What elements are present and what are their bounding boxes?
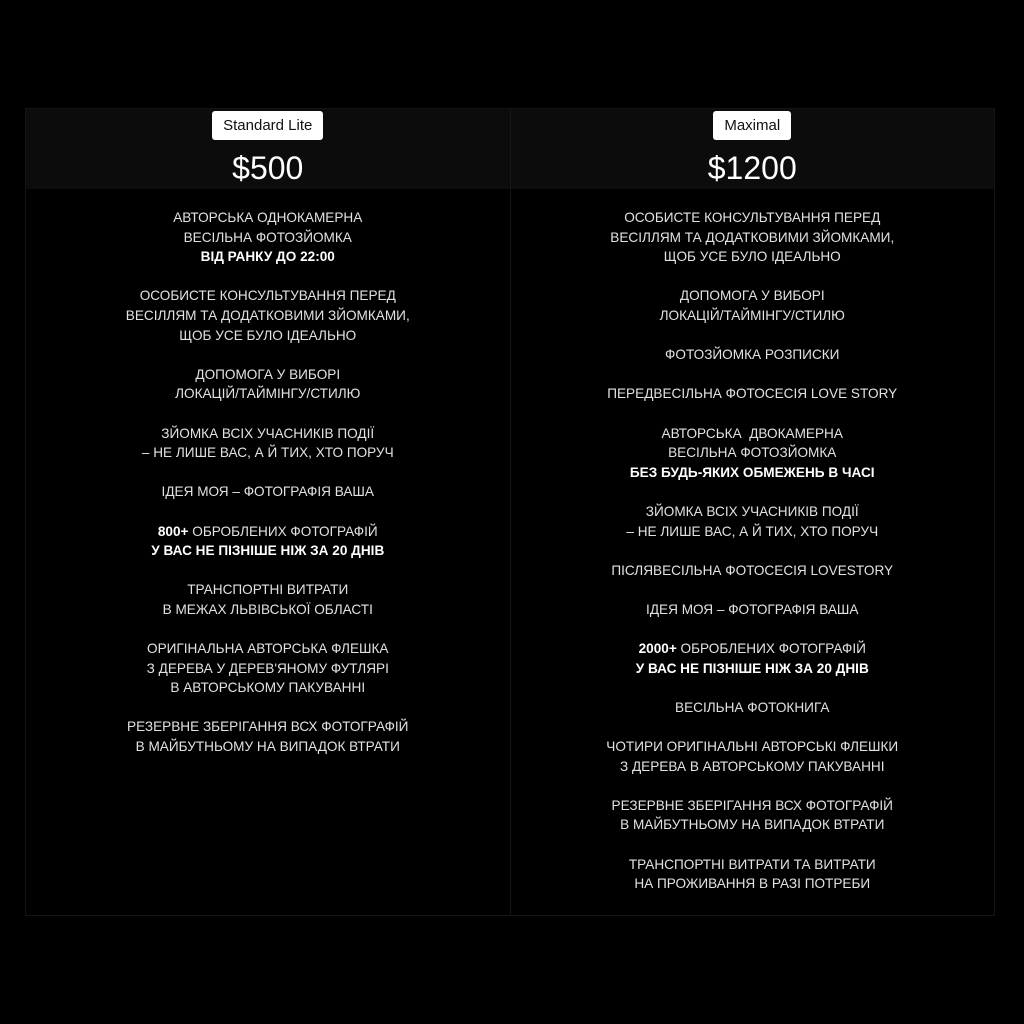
feature-line [151,541,384,561]
pricing-table [25,108,995,916]
feature-text: З ДЕРЕВА У ДЕРЕВ'ЯНОМУ ФУТЛЯРІ [146,660,389,676]
feature-line [612,796,893,816]
feature-item [660,286,845,325]
feature-text: АВТОРСЬКА ДВОКАМЕРНА [661,425,843,441]
feature-item [610,208,894,267]
feature-item [646,600,858,620]
feature-line [626,522,878,542]
feature-text: ВЕСІЛЬНА ФОТОЗЙОМКА [668,445,837,461]
feature-text: ВЕСІЛЛЯМ ТА ДОДАТКОВИМИ ЗЙОМКАМИ, [125,307,410,323]
feature-highlight: У ВАС НЕ ПІЗНІШЕ НІЖ ЗА 20 ДНІВ [151,543,385,559]
feature-text: ВЕСІЛЬНА ФОТОЗЙОМКА [183,229,352,245]
feature-line [173,228,362,248]
feature-line [127,717,408,737]
feature-item [163,580,373,619]
feature-line [147,659,389,679]
plan-price: $1200 [707,150,797,186]
feature-text: ЧОТИРИ ОРИГІНАЛЬНІ АВТОРСЬКІ ФЛЕШКИ [606,739,899,755]
feature-text: ОСОБИСТЕ КОНСУЛЬТУВАННЯ ПЕРЕД [139,288,396,304]
feature-item [607,384,897,404]
plan-header [511,109,995,189]
feature-line [142,424,394,444]
feature-line [660,306,845,326]
feature-text: АВТОРСЬКА ОДНОКАМЕРНА [173,210,363,225]
plan-name-badge: Maximal [713,111,791,140]
feature-text: ІДЕЯ МОЯ – ФОТОГРАФІЯ ВАША [646,601,859,617]
feature-text: В АВТОРСЬКОМУ ПАКУВАННІ [170,680,366,696]
feature-text: – НЕ ЛИШЕ ВАС, А Й ТИХ, ХТО ПОРУЧ [141,445,394,461]
feature-text: В МАЙБУТНЬОМУ НА ВИПАДОК ВТРАТИ [620,817,885,833]
feature-line [675,698,829,718]
feature-item [630,424,875,483]
feature-line [630,443,875,463]
feature-text: ВЕСІЛЛЯМ ТА ДОДАТКОВИМИ ЗЙОМКАМИ, [610,229,895,245]
feature-line [646,600,858,620]
feature-line [626,502,878,522]
feature-item [147,639,389,698]
feature-item [626,502,878,541]
feature-line [610,247,894,267]
feature-text: ТРАНСПОРТНІ ВИТРАТИ [187,582,349,598]
feature-text: ТРАНСПОРТНІ ВИТРАТИ ТА ВИТРАТИ [628,856,876,872]
feature-highlight: БЕЗ БУДЬ-ЯКИХ ОБМЕЖЕНЬ В ЧАСІ [629,464,875,480]
feature-text: ЗЙОМКА ВСІХ УЧАСНИКІВ ПОДІЇ [161,425,375,441]
feature-text: ДОПОМОГА У ВИБОРІ [679,288,825,304]
feature-item [629,855,876,894]
feature-line [126,286,410,306]
plan-standard-lite [26,109,510,915]
feature-list [511,208,995,913]
plan-name-badge: Standard Lite [212,111,323,140]
plan-header [26,109,510,189]
feature-text: З ДЕРЕВА В АВТОРСЬКОМУ ПАКУВАННІ [619,758,885,774]
feature-line [611,561,893,581]
feature-line [147,639,389,659]
feature-line [612,815,893,835]
feature-text: ЛОКАЦІЙ/ТАЙМІНГУ/СТИЛЮ [659,307,845,323]
feature-item [665,345,839,365]
feature-text: ЛОКАЦІЙ/ТАЙМІНГУ/СТИЛЮ [175,386,361,402]
feature-line [151,522,384,542]
feature-line [630,463,875,483]
feature-line [126,326,410,346]
feature-line [610,208,894,228]
feature-text: – НЕ ЛИШЕ ВАС, А Й ТИХ, ХТО ПОРУЧ [626,523,879,539]
feature-line [606,737,898,757]
feature-line [162,482,374,502]
feature-line [147,678,389,698]
feature-item [127,717,408,756]
feature-item [173,208,362,267]
feature-text: ВЕСІЛЬНА ФОТОКНИГА [675,699,830,715]
feature-item [636,639,869,678]
feature-text: ОСОБИСТЕ КОНСУЛЬТУВАННЯ ПЕРЕД [624,210,881,225]
plan-price: $500 [232,150,304,186]
feature-item [675,698,829,718]
feature-text: ОБРОБЛЕНИХ ФОТОГРАФІЙ [188,523,378,539]
feature-highlight: 800+ [157,523,189,539]
feature-text: ФОТОЗЙОМКА РОЗПИСКИ [665,347,840,363]
feature-line [126,306,410,326]
feature-line [636,659,869,679]
feature-item [162,482,374,502]
feature-line [630,424,875,444]
feature-line [173,208,362,228]
feature-list [26,208,510,776]
feature-item [612,796,893,835]
feature-line [665,345,839,365]
feature-line [163,580,373,600]
feature-text: ПЕРЕДВЕСІЛЬНА ФОТОСЕСІЯ LOVE STORY [607,386,898,402]
feature-text: РЕЗЕРВНЕ ЗБЕРІГАННЯ ВСХ ФОТОГРАФІЙ [611,797,893,813]
feature-line [607,384,897,404]
feature-line [636,639,869,659]
feature-line [660,286,845,306]
feature-text: ЩОБ УСЕ БУЛО ІДЕАЛЬНО [179,327,357,343]
feature-item [151,522,384,561]
feature-text: ЩОБ УСЕ БУЛО ІДЕАЛЬНО [663,249,841,265]
feature-highlight: ВІД РАНКУ ДО 22:00 [200,249,335,265]
feature-item [126,286,410,345]
feature-line [629,874,876,894]
feature-text: РЕЗЕРВНЕ ЗБЕРІГАННЯ ВСХ ФОТОГРАФІЙ [127,719,409,735]
feature-item [175,365,360,404]
feature-line [175,384,360,404]
feature-text: НА ПРОЖИВАННЯ В РАЗІ ПОТРЕБИ [634,876,871,892]
feature-line [606,757,898,777]
feature-item [611,561,893,581]
feature-text: В МАЙБУТНЬОМУ НА ВИПАДОК ВТРАТИ [135,739,400,755]
feature-text: ІДЕЯ МОЯ – ФОТОГРАФІЯ ВАША [161,484,374,500]
feature-item [142,424,394,463]
feature-text: ДОПОМОГА У ВИБОРІ [195,366,341,382]
feature-line [142,443,394,463]
feature-line [610,228,894,248]
feature-item [606,737,898,776]
feature-line [175,365,360,385]
feature-text: ЗЙОМКА ВСІХ УЧАСНИКІВ ПОДІЇ [645,503,859,519]
plan-maximal [510,109,995,915]
feature-line [629,855,876,875]
feature-line [173,247,362,267]
feature-highlight: У ВАС НЕ ПІЗНІШЕ НІЖ ЗА 20 ДНІВ [635,660,869,676]
feature-text: ОБРОБЛЕНИХ ФОТОГРАФІЙ [676,641,866,657]
feature-line [127,737,408,757]
feature-line [163,600,373,620]
feature-text: ОРИГІНАЛЬНА АВТОРСЬКА ФЛЕШКА [147,641,389,657]
feature-highlight: 2000+ [638,641,677,657]
feature-text: В МЕЖАХ ЛЬВІВСЬКОЇ ОБЛАСТІ [162,601,373,617]
feature-text: ПІСЛЯВЕСІЛЬНА ФОТОСЕСІЯ LOVESTORY [611,562,894,578]
